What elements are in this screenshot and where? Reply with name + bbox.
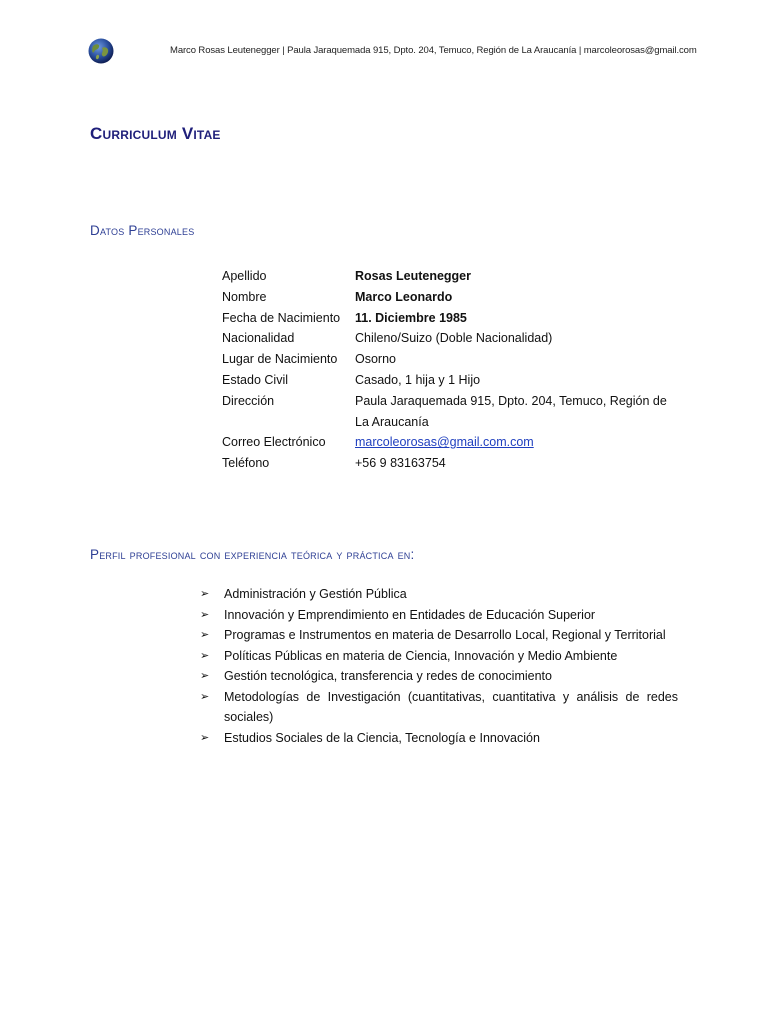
row-value: Casado, 1 hija y 1 Hijo: [355, 372, 481, 387]
row-value: Chileno/Suizo (Doble Nacionalidad): [355, 331, 553, 346]
list-item: [200, 584, 678, 605]
profile-skills-list: [200, 584, 678, 748]
row-label: Dirección: [222, 393, 275, 408]
row-label: Teléfono: [222, 456, 270, 471]
arrow-bullet-icon: ➢: [200, 690, 210, 703]
page-title: Curriculum Vitae: [90, 124, 221, 143]
arrow-bullet-icon: ➢: [200, 731, 210, 744]
table-row: [222, 287, 682, 308]
list-item: [200, 625, 678, 646]
row-value: Marco Leonardo: [355, 289, 453, 304]
row-label: Lugar de Nacimiento: [222, 352, 338, 367]
row-label: Nacionalidad: [222, 331, 295, 346]
row-label: Apellido: [222, 269, 267, 283]
row-label: Correo Electrónico: [222, 435, 326, 450]
list-item: [200, 728, 678, 749]
section-title-profile: Perfil profesional con experiencia teórica y práctica en:: [90, 547, 415, 562]
list-item: [200, 687, 678, 728]
list-item-text: Innovación y Emprendimiento en Entidades de Educación Superior: [224, 607, 596, 622]
table-row: [222, 432, 682, 453]
arrow-bullet-icon: ➢: [200, 629, 210, 641]
row-value: Paula Jaraquemada 915, Dpto. 204, Temuco, Región de La Araucanía: [355, 393, 667, 429]
table-row: [222, 391, 682, 433]
table-row: [222, 308, 682, 329]
list-item-text: Políticas Públicas en materia de Ciencia, Innovación y Medio Ambiente: [224, 648, 618, 663]
row-value: +56 9 83163754: [355, 456, 446, 471]
header-contact-line: Marco Rosas Leutenegger | Paula Jaraquemada 915, Dpto. 204, Temuco, Región de La Araucanía | marcoleorosas@gmail.com: [170, 45, 697, 56]
list-item-text: Programas e Instrumentos en materia de Desarrollo Local, Regional y Territorial: [224, 628, 666, 642]
table-row: [222, 453, 682, 474]
table-row: [222, 266, 682, 287]
list-item-text: Estudios Sociales de la Ciencia, Tecnología e Innovación: [224, 730, 540, 745]
arrow-bullet-icon: ➢: [200, 608, 210, 621]
list-item: [200, 666, 678, 687]
table-row: [222, 349, 682, 370]
list-item: [200, 605, 678, 626]
row-label: Fecha de Nacimiento: [222, 310, 341, 325]
list-item-text: Administración y Gestión Pública: [224, 587, 407, 601]
row-label: Nombre: [222, 289, 267, 304]
personal-data-table: [222, 266, 682, 474]
row-value: Rosas Leutenegger: [355, 269, 472, 283]
table-row: [222, 370, 682, 391]
arrow-bullet-icon: ➢: [200, 670, 210, 682]
page-header: [88, 36, 728, 66]
globe-icon: [88, 38, 114, 64]
list-item: [200, 646, 678, 667]
section-title-personal: Datos Personales: [90, 223, 195, 238]
arrow-bullet-icon: ➢: [200, 588, 210, 600]
email-link[interactable]: marcoleorosas@gmail.com.com: [355, 435, 534, 450]
list-item-text: Metodologías de Investigación (cuantitativas, cuantitativa y análisis de redes sociales): [224, 689, 678, 724]
arrow-bullet-icon: ➢: [200, 649, 210, 662]
row-value: 11. Diciembre 1985: [355, 310, 467, 325]
row-value: Osorno: [355, 352, 396, 367]
list-item-text: Gestión tecnológica, transferencia y redes de conocimiento: [224, 669, 552, 683]
table-row: [222, 328, 682, 349]
row-label: Estado Civil: [222, 372, 288, 387]
